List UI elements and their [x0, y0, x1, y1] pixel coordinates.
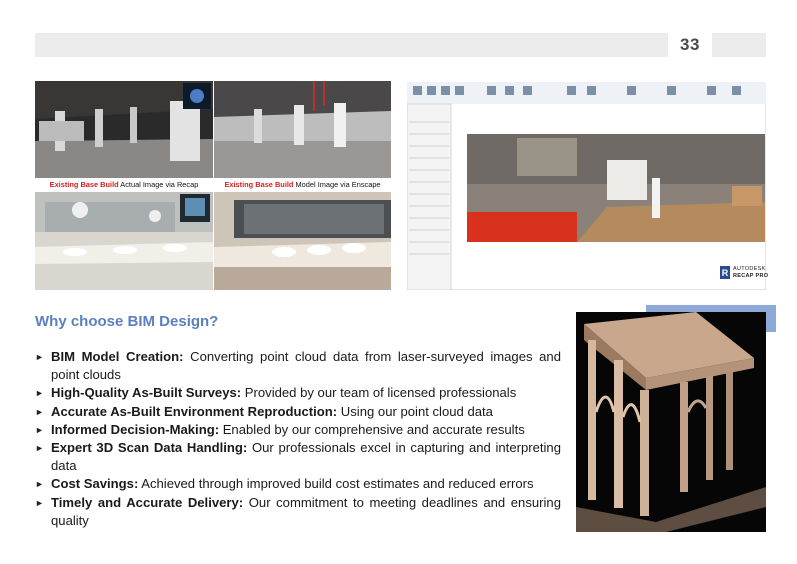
list-item: ► Accurate As-Built Environment Reproduction: Using our point cloud data [35, 403, 561, 421]
autodesk-recap-logo [720, 266, 768, 279]
caption-model-image: Existing Base Build Model Image via Enscape [224, 180, 381, 189]
list-item: ► Expert 3D Scan Data Handling: Our professionals excel in capturing and interpreting data [35, 440, 561, 474]
recap-scan-office-image [35, 81, 213, 178]
bullet-arrow-icon: ► [35, 388, 44, 399]
revit-software-screenshot [407, 82, 769, 290]
feature-list [35, 348, 561, 530]
bullet-arrow-icon: ► [35, 443, 44, 454]
caption-actual-image: Existing Base Build Actual Image via Recap [49, 180, 199, 189]
bullet-arrow-icon: ► [35, 352, 44, 362]
list-item: ► Informed Decision-Making: Enabled by our comprehensive and accurate results [35, 421, 561, 439]
list-item: ► Timely and Accurate Delivery: Our commitment to meeting deadlines and ensuring quality [35, 494, 561, 528]
list-item: ► Cost Savings: Achieved through improved build cost estimates and reduced errors [35, 475, 561, 493]
list-item: ► BIM Model Creation: Converting point cloud data from laser-surveyed images and point clouds [35, 349, 561, 383]
enscape-model-office-image [214, 81, 391, 178]
recap-scan-washroom-image [35, 192, 213, 290]
pavilion-scan-image [576, 312, 766, 532]
bullet-arrow-icon: ► [35, 406, 44, 417]
bullet-arrow-icon: ► [35, 479, 44, 490]
logo-product: RECAP PRO [733, 272, 769, 279]
autodesk-r-icon: R [721, 267, 729, 278]
list-item: ► High-Quality As-Built Surveys: Provided by our team of licensed professionals [35, 384, 561, 402]
logo-brand: AUTODESK [733, 266, 766, 272]
bullet-arrow-icon: ► [35, 424, 44, 435]
bullet-arrow-icon: ► [35, 497, 44, 508]
header-bar [35, 33, 766, 57]
enscape-model-washroom-image [214, 192, 391, 290]
section-title: Why choose BIM Design? [35, 313, 219, 330]
page-number: 33 [668, 33, 712, 57]
